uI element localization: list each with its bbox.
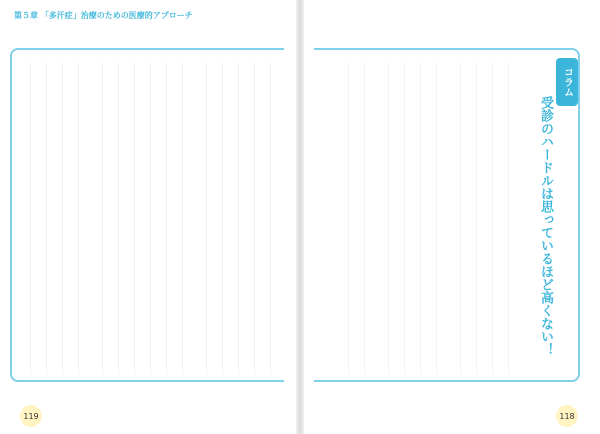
text-column [222,62,223,374]
column-badge: コラム [556,58,578,106]
text-column [238,62,239,374]
running-head: 第５章 「多汗症」治療のための医療的アプローチ [14,11,193,20]
text-column [436,62,437,374]
text-column [420,62,421,374]
text-column [30,62,31,374]
column-title: 受診のハードルは思っているほど高くない！ [538,96,553,356]
text-column [388,62,389,374]
text-column [476,62,477,374]
text-column [150,62,151,374]
text-column [46,62,47,374]
book-gutter [296,0,304,434]
text-column [118,62,119,374]
text-column [134,62,135,374]
text-column [166,62,167,374]
text-column [62,62,63,374]
text-column [492,62,493,374]
text-column [254,62,255,374]
text-column [460,62,461,374]
right-page [300,0,600,434]
text-column [348,62,349,374]
text-column [206,62,207,374]
text-column [78,62,79,374]
text-column [270,62,271,374]
text-column [404,62,405,374]
text-column [182,62,183,374]
text-column [364,62,365,374]
page-number-right: 118 [556,405,578,427]
text-column [102,62,103,374]
text-column [508,62,509,374]
page-number-left: 119 [20,405,42,427]
column-frame-left [10,48,284,382]
